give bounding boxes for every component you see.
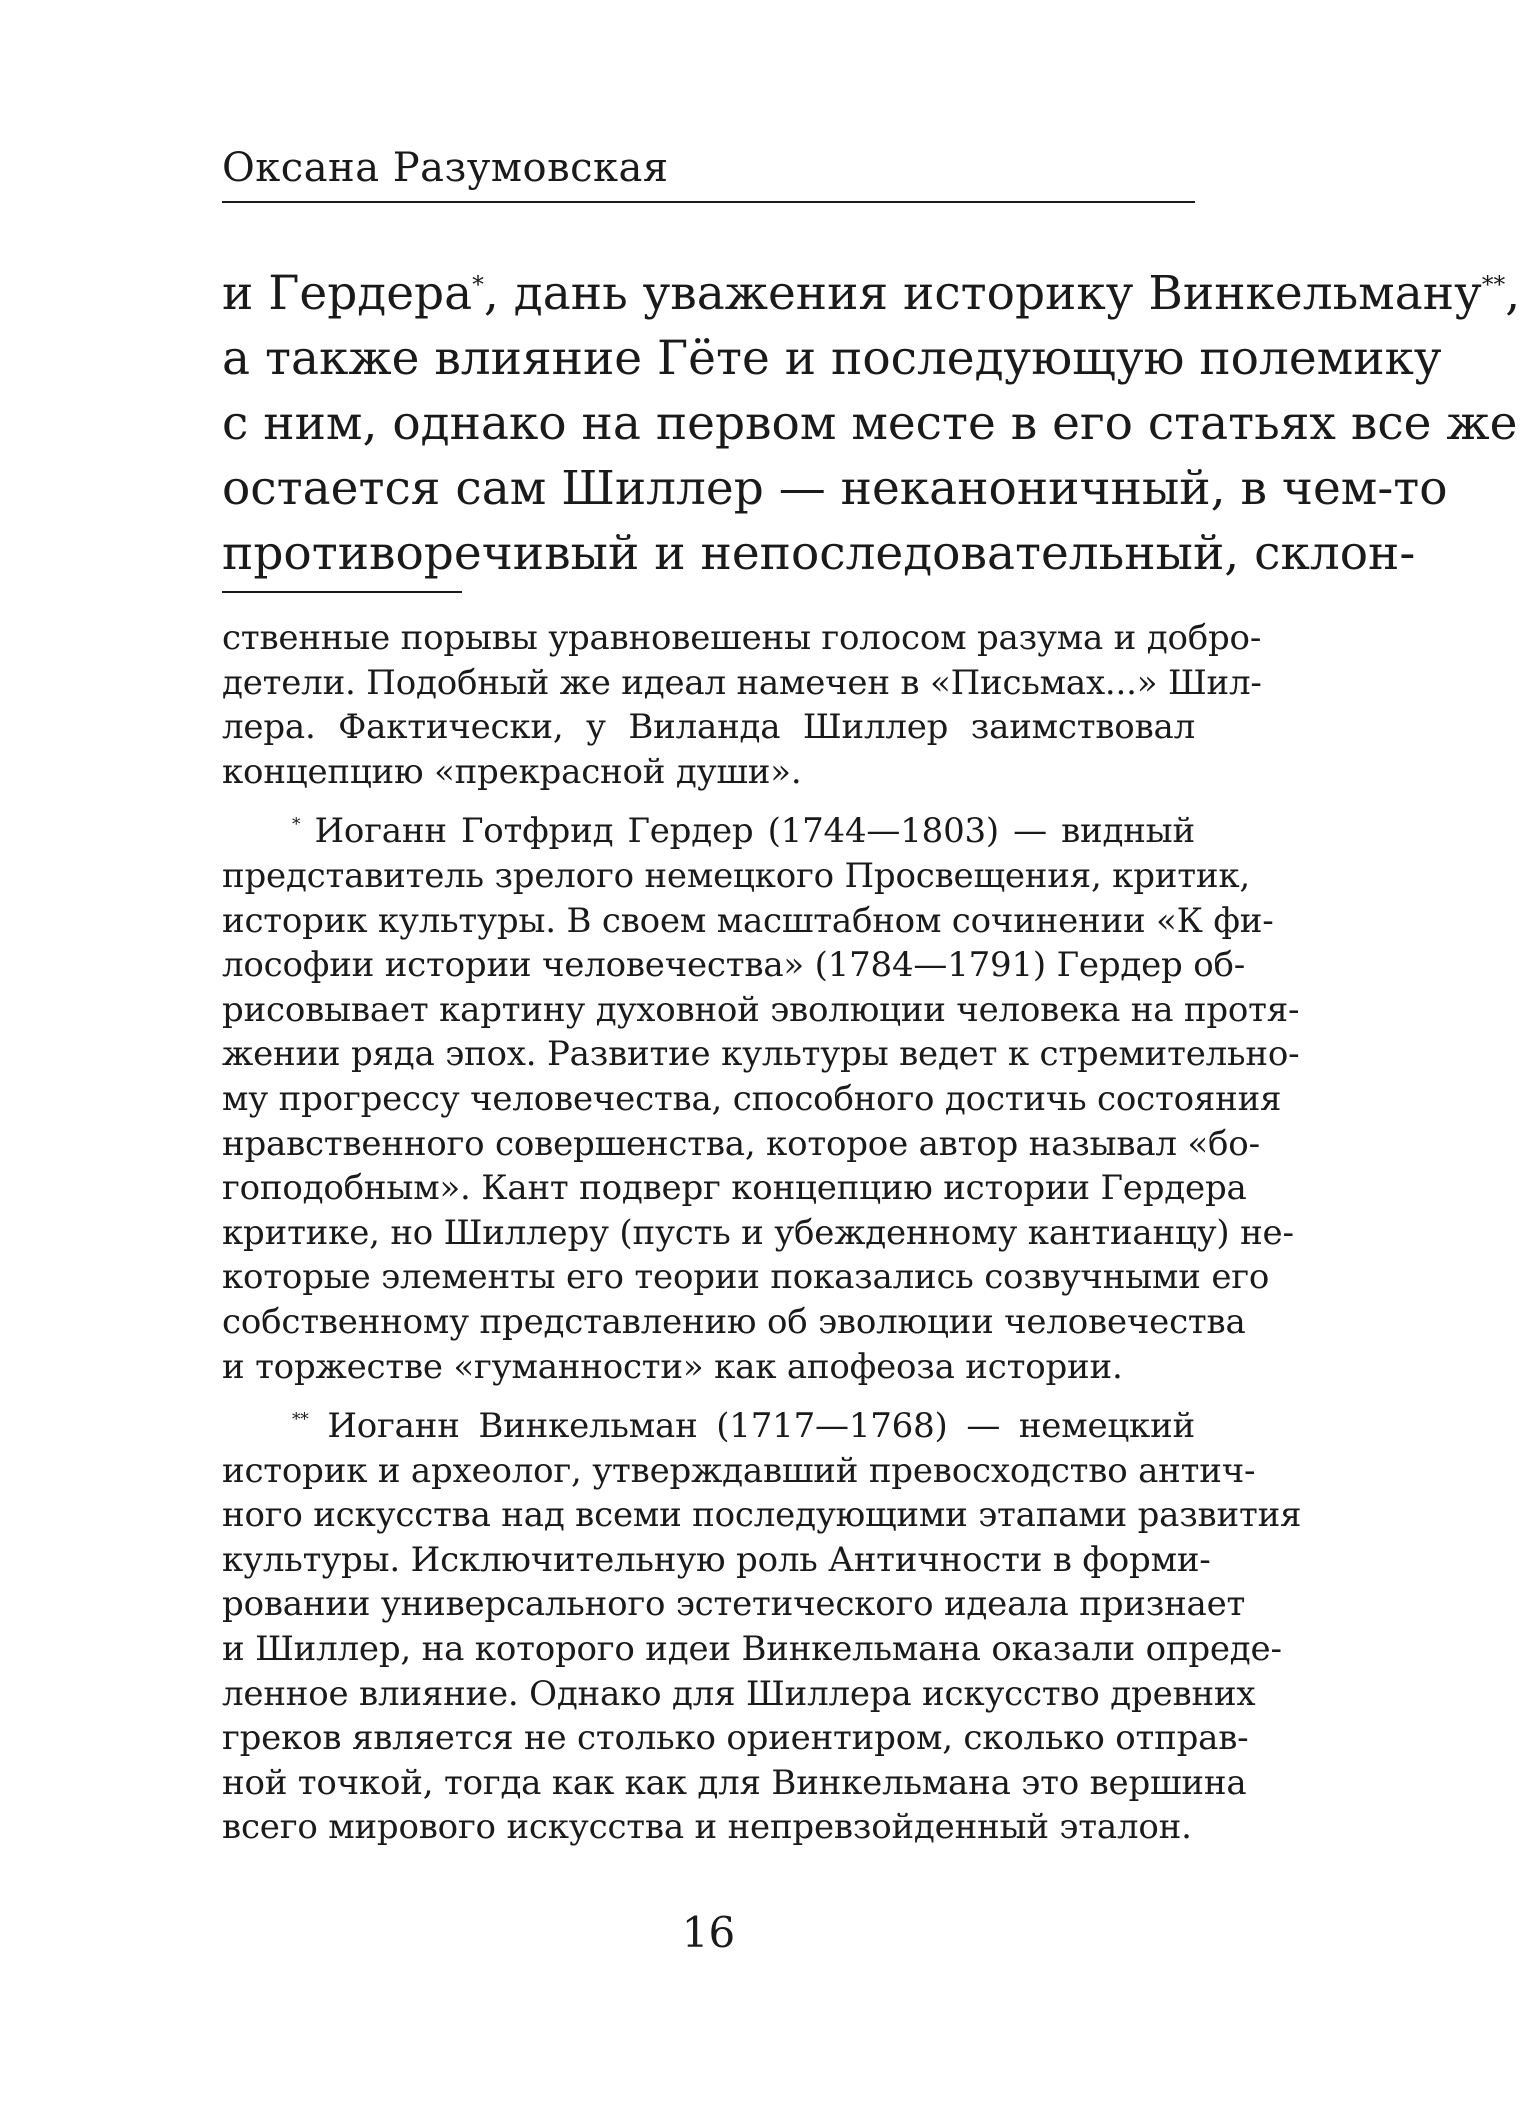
footnote-line: му прогрессу человечества, способного достичь состояния [222, 1078, 1282, 1119]
footnote-line: ного искусства над всеми последующими этапами развития [222, 1495, 1302, 1536]
footnote-line: * Иоганн Готфрид Гердер (1744—1803) — видный [292, 811, 1196, 852]
running-head [222, 143, 1195, 203]
footnote-line: лософии истории человечества» (1784—1791) Гердер об- [222, 945, 1246, 986]
footnote-line: ственные порывы уравновешены голосом разума и добро- [222, 618, 1262, 658]
footnote-line: культуры. Исключительную роль Античности в форми- [222, 1539, 1211, 1580]
footnote-line: ной точкой, тогда как как для Винкельмана это вершина [222, 1762, 1247, 1803]
main-line: а также влияние Гёте и последующую полемику [222, 331, 1442, 386]
footnote-line: которые элементы его теории показались созвучными его [222, 1257, 1270, 1298]
main-line: и Гердера*, дань уважения историку Винкельману**, [222, 266, 1520, 321]
footnote-separator [222, 591, 462, 593]
footnote-mark: ** [292, 1409, 309, 1430]
main-line: противоречивый и непоследовательный, склон- [222, 526, 1416, 581]
footnote-line: ровании универсального эстетического идеала признает [222, 1584, 1246, 1625]
footnote-line: лера. Фактически, у Виланда Шиллер заимствовал [222, 707, 1195, 748]
footnote-mark: * [292, 815, 301, 836]
footnote-line: всего мирового искусства и непревзойденный эталон. [222, 1807, 1192, 1848]
footnote-line: и торжестве «гуманности» как апофеоза истории. [222, 1346, 1123, 1387]
footnote-line: нравственного совершенства, которое автор называл «бо- [222, 1123, 1260, 1164]
footnote-line: рисовывает картину духовной эволюции человека на протя- [222, 989, 1300, 1030]
footnote-winckelmann [222, 1404, 1302, 1850]
footnote-line: и Шиллер, на которого идеи Винкельмана оказали опреде- [222, 1629, 1282, 1670]
footnote-line: греков является не столько ориентиром, сколько отправ- [222, 1718, 1249, 1759]
footnote-ref-mark: * [472, 270, 484, 299]
footnote-line: критике, но Шиллеру (пусть и убежденному кантианцу) не- [222, 1212, 1294, 1253]
footnote-line: ** Иоганн Винкельман (1717—1768) — немецкий [292, 1406, 1196, 1447]
footnote-line: историк культуры. В своем масштабном сочинении «К фи- [222, 900, 1274, 941]
main-line: остается сам Шиллер — неканоничный, в чем-то [222, 461, 1448, 516]
footnote-line: историк и археолог, утверждавший превосходство антич- [222, 1450, 1256, 1491]
footnote-line: ленное влияние. Однако для Шиллера искусство древних [222, 1673, 1256, 1714]
footnote-continuation [222, 616, 1262, 794]
main-line: с ним, однако на первом месте в его статьях все же [222, 396, 1518, 451]
footnotes [222, 616, 1302, 1850]
main-text [222, 261, 1520, 586]
footnote-line: детели. Подобный же идеал намечен в «Письмах...» Шил- [222, 662, 1262, 703]
footnote-line: собственному представлению об эволюции человечества [222, 1301, 1246, 1342]
page-number: 16 [681, 1908, 736, 1957]
footnote-line: представитель зрелого немецкого Просвещения, критик, [222, 855, 1250, 896]
author-name: Оксана Разумовская [222, 145, 669, 191]
footnote-line: гоподобным». Кант подверг концепцию истории Гердера [222, 1168, 1247, 1209]
footnote-line: жении ряда эпох. Развитие культуры ведет к стремительно- [222, 1034, 1300, 1075]
footnote-line: концепцию «прекрасной души». [222, 751, 802, 792]
footnote-ref-mark: ** [1481, 270, 1506, 299]
footnote-herder [222, 809, 1300, 1389]
